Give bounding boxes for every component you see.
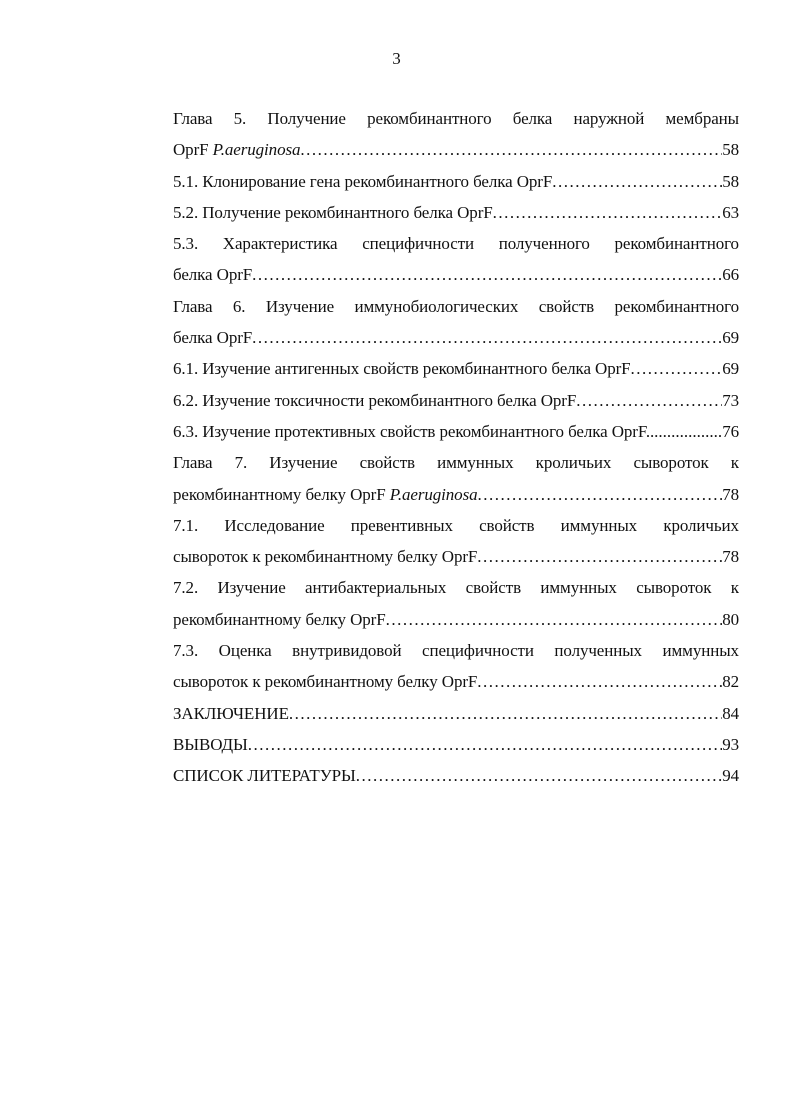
word: свойств xyxy=(465,578,521,598)
toc-entry-text: 6.3. Изучение протективных свойств рекомбинантного белка OprF.. xyxy=(173,421,655,441)
toc-chapter-7-line-1 xyxy=(173,447,739,478)
toc-entry-text: 5.2. Получение рекомбинантного белка OprF xyxy=(173,202,493,222)
toc-section-7-1-line-2 xyxy=(173,541,739,572)
table-of-contents xyxy=(173,103,739,792)
word: полученного xyxy=(498,234,590,254)
species-name: P.aeruginosa xyxy=(389,484,478,504)
word: специфичности xyxy=(422,641,534,661)
toc-section-6-1 xyxy=(173,353,739,384)
page-number: 3 xyxy=(392,49,401,68)
word: 7.2. xyxy=(173,578,199,598)
toc-entry-text: сывороток к рекомбинантному белку OprF xyxy=(173,672,478,692)
word: Характеристика xyxy=(222,234,338,254)
toc-section-7-3-line-2 xyxy=(173,666,739,697)
toc-page-number: 80 xyxy=(722,609,739,629)
dot-leader xyxy=(477,541,722,572)
toc-findings xyxy=(173,729,739,760)
toc-entry-text xyxy=(173,134,300,165)
dot-leader xyxy=(493,197,723,228)
toc-chapter-5-line-2 xyxy=(173,134,739,165)
toc-entry-prefix: OprF xyxy=(173,140,209,160)
word: к xyxy=(730,578,739,598)
word: антибактериальных xyxy=(305,578,447,598)
word: рекомбинантного xyxy=(614,234,739,254)
word: мембраны xyxy=(665,109,739,128)
word: Изучение xyxy=(269,453,338,473)
word: превентивных xyxy=(350,515,453,535)
toc-entry-text xyxy=(173,479,478,510)
word: белка xyxy=(512,109,553,128)
toc-page-number: 73 xyxy=(722,390,739,410)
dot-leader xyxy=(356,760,722,791)
toc-entry-text: ЗАКЛЮЧЕНИЕ xyxy=(173,703,289,723)
word: Глава xyxy=(173,296,213,316)
toc-page-number: 76 xyxy=(722,421,739,441)
dot-leader xyxy=(252,322,722,353)
toc-section-5-1 xyxy=(173,166,739,197)
word: Оценка xyxy=(218,641,272,661)
word: иммунных xyxy=(437,453,514,473)
dot-leader xyxy=(576,385,722,416)
toc-entry-text: белка OprF xyxy=(173,265,253,285)
toc-page-number: 82 xyxy=(722,672,739,692)
word: к xyxy=(730,453,739,473)
dot-leader xyxy=(252,259,722,290)
toc-entry-text: ВЫВОДЫ xyxy=(173,734,248,754)
word: иммунобиологических xyxy=(354,296,519,316)
toc-conclusion xyxy=(173,698,739,729)
dot-leader xyxy=(477,666,722,697)
word: 7.3. xyxy=(173,641,199,661)
word: специфичности xyxy=(362,234,475,254)
toc-entry-text: 6.2. Изучение токсичности рекомбинантного белка OprF xyxy=(173,390,577,410)
toc-page-number: 93 xyxy=(722,734,739,754)
dot-leader xyxy=(654,416,722,447)
word: Глава xyxy=(173,453,213,473)
dot-leader xyxy=(300,134,722,165)
word: 7.1. xyxy=(173,515,199,535)
dot-leader xyxy=(631,353,723,384)
toc-page-number: 58 xyxy=(722,140,739,160)
toc-entry-text: 5.1. Клонирование гена рекомбинантного белка OprF xyxy=(173,171,553,191)
toc-section-6-3 xyxy=(173,416,739,447)
toc-section-7-1-line-1 xyxy=(173,510,739,541)
toc-section-5-3-line-1 xyxy=(173,228,739,259)
dot-leader xyxy=(289,698,722,729)
word: 5.3. xyxy=(173,234,199,254)
toc-chapter-6-line-1 xyxy=(173,291,739,322)
toc-page-number: 94 xyxy=(722,766,739,786)
word: рекомбинантного xyxy=(367,109,492,128)
word: 5. xyxy=(233,109,247,128)
word: 6. xyxy=(232,296,246,316)
word: сывороток xyxy=(636,578,712,598)
word: иммунных xyxy=(560,515,638,535)
toc-section-7-3-line-1 xyxy=(173,635,739,666)
toc-page-number: 66 xyxy=(722,265,739,285)
word: иммунных xyxy=(540,578,617,598)
toc-section-6-2 xyxy=(173,385,739,416)
word: кроличьих xyxy=(663,515,739,535)
word: наружной xyxy=(573,109,645,128)
toc-section-7-2-line-1 xyxy=(173,572,739,603)
dot-leader xyxy=(552,166,722,197)
word: 7. xyxy=(234,453,248,473)
toc-entry-text: белка OprF xyxy=(173,328,253,348)
word: Глава xyxy=(173,109,213,128)
word: иммунных xyxy=(662,641,739,661)
toc-entry-text: сывороток к рекомбинантному белку OprF xyxy=(173,547,478,567)
toc-section-5-2 xyxy=(173,197,739,228)
toc-chapter-5-line-1 xyxy=(173,103,739,134)
dot-leader xyxy=(248,729,722,760)
word: свойств xyxy=(538,296,595,316)
word: свойств xyxy=(479,515,535,535)
dot-leader xyxy=(478,479,723,510)
species-name: P.aeruginosa xyxy=(212,140,301,160)
toc-page-number: 69 xyxy=(722,359,739,379)
toc-entry-text: СПИСОК ЛИТЕРАТУРЫ xyxy=(173,766,356,786)
word: рекомбинантного xyxy=(614,296,739,316)
word: свойств xyxy=(359,453,415,473)
toc-page-number: 84 xyxy=(722,703,739,723)
toc-references xyxy=(173,760,739,791)
word: кроличьих xyxy=(535,453,612,473)
toc-section-7-2-line-2 xyxy=(173,604,739,635)
toc-page-number: 63 xyxy=(722,202,739,222)
word: Изучение xyxy=(265,296,335,316)
toc-page-number: 58 xyxy=(722,171,739,191)
toc-chapter-6-line-2 xyxy=(173,322,739,353)
word: Исследование xyxy=(224,515,325,535)
toc-entry-text: рекомбинантному белку OprF xyxy=(173,609,386,629)
toc-entry-prefix: рекомбинантному белку OprF xyxy=(173,484,386,504)
toc-entry-text: 6.1. Изучение антигенных свойств рекомбинантного белка OprF xyxy=(173,359,631,379)
word: внутривидовой xyxy=(292,641,402,661)
word: полученных xyxy=(554,641,642,661)
dot-leader xyxy=(386,604,723,635)
word: Изучение xyxy=(217,578,286,598)
word: сывороток xyxy=(633,453,709,473)
toc-page-number: 78 xyxy=(722,484,739,504)
toc-chapter-7-line-2 xyxy=(173,479,739,510)
toc-page-number: 78 xyxy=(722,547,739,567)
toc-page-number: 69 xyxy=(722,328,739,348)
toc-section-5-3-line-2 xyxy=(173,259,739,290)
word: Получение xyxy=(267,109,346,128)
